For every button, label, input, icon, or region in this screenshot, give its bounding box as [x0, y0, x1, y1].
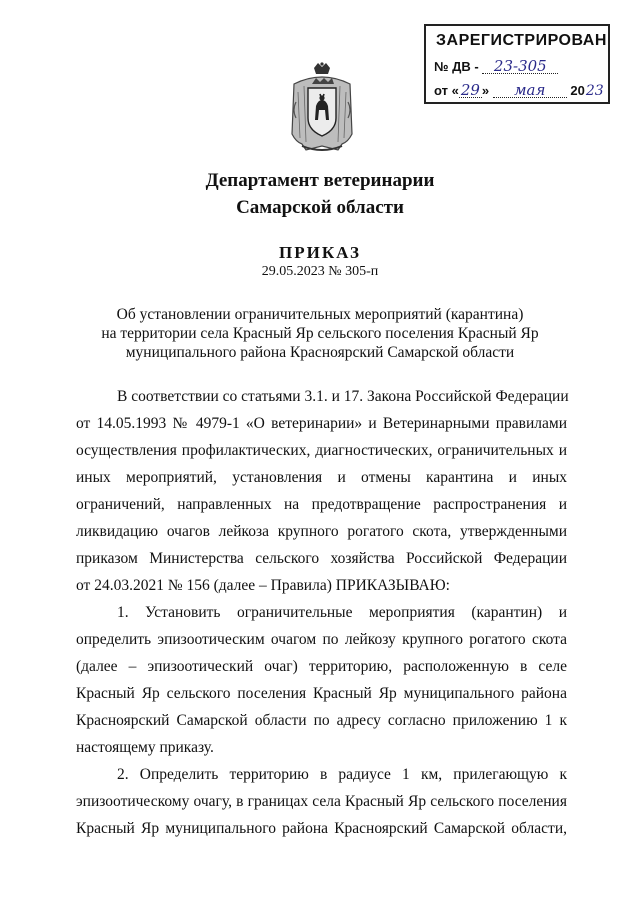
body-line: В соответствии со статьями 3.1. и 17. Закона Российской Федерации: [117, 388, 569, 405]
stamp-date-month-handwritten: мая: [493, 83, 567, 98]
stamp-number-prefix: № ДВ -: [434, 59, 479, 74]
body-line: ограничений, направленных на предотвращение распространения и: [76, 496, 567, 513]
body-line: осуществления профилактических, диагностических, ограничительных и: [76, 442, 567, 459]
order-title: ПРИКАЗ: [279, 243, 361, 262]
department-name-line1: Департамент ветеринарии: [205, 170, 435, 191]
body-line: приказом Министерства сельского хозяйства Российской Федерации: [76, 550, 567, 567]
body-line: Красноярский Самарской области по адресу согласно приложению 1 к: [76, 712, 567, 729]
body-line-item-2: 2. Определить территорию в радиусе 1 км, прилегающую к: [117, 766, 567, 783]
registration-stamp: [424, 24, 610, 104]
stamp-date-day-handwritten: 29: [460, 81, 480, 99]
stamp-date-prefix: от «: [434, 83, 459, 98]
body-line: Красный Яр муниципального района Красноярский Самарской области,: [76, 820, 567, 837]
body-line: Красный Яр сельского поселения Красный Яр муниципального района: [76, 685, 567, 702]
stamp-date-mid: »: [481, 83, 490, 98]
stamp-date-year-printed: 20: [570, 83, 585, 98]
body-line: от 14.05.1993 № 4979-1 «О ветеринарии» и Ветеринарными правилами: [76, 415, 567, 432]
order-date-number: 29.05.2023 № 305-п: [261, 264, 379, 279]
body-line: настоящему приказу.: [76, 739, 214, 756]
stamp-title: ЗАРЕГИСТРИРОВАН: [436, 32, 607, 49]
stamp-date-year-handwritten: 23: [585, 83, 604, 99]
body-line: от 24.03.2021 № 156 (далее – Правила) ПРИКАЗЫВАЮ:: [76, 577, 450, 594]
stamp-number-row: [434, 59, 558, 74]
body-line: эпизоотическому очагу, в границах села Красный Яр сельского поселения: [76, 793, 567, 810]
body-line: ликвидацию очагов лейкоза крупного рогатого скота, утвержденными: [76, 523, 567, 540]
body-line: иных мероприятий, установления и отмены карантина и иных: [76, 469, 567, 486]
body-line: определить эпизоотическим очагом по лейкозу крупного рогатого скота: [76, 631, 567, 648]
department-name-line2: Самарской области: [236, 197, 404, 218]
samara-coat-of-arms-icon: [288, 62, 356, 154]
stamp-date-row: [434, 83, 605, 98]
stamp-number-handwritten: 23-305: [482, 59, 558, 74]
body-line: (далее – эпизоотический очаг) территорию, расположенную в селе: [76, 658, 567, 675]
order-subject-line1: Об установлении ограничительных мероприятий (карантина): [116, 306, 524, 323]
body-line-item-1: 1. Установить ограничительные мероприятия (карантин) и: [117, 604, 567, 621]
order-subject-line3: муниципального района Красноярский Самарской области: [125, 344, 515, 361]
order-subject-line2: на территории села Красный Яр сельского поселения Красный Яр: [101, 325, 539, 342]
